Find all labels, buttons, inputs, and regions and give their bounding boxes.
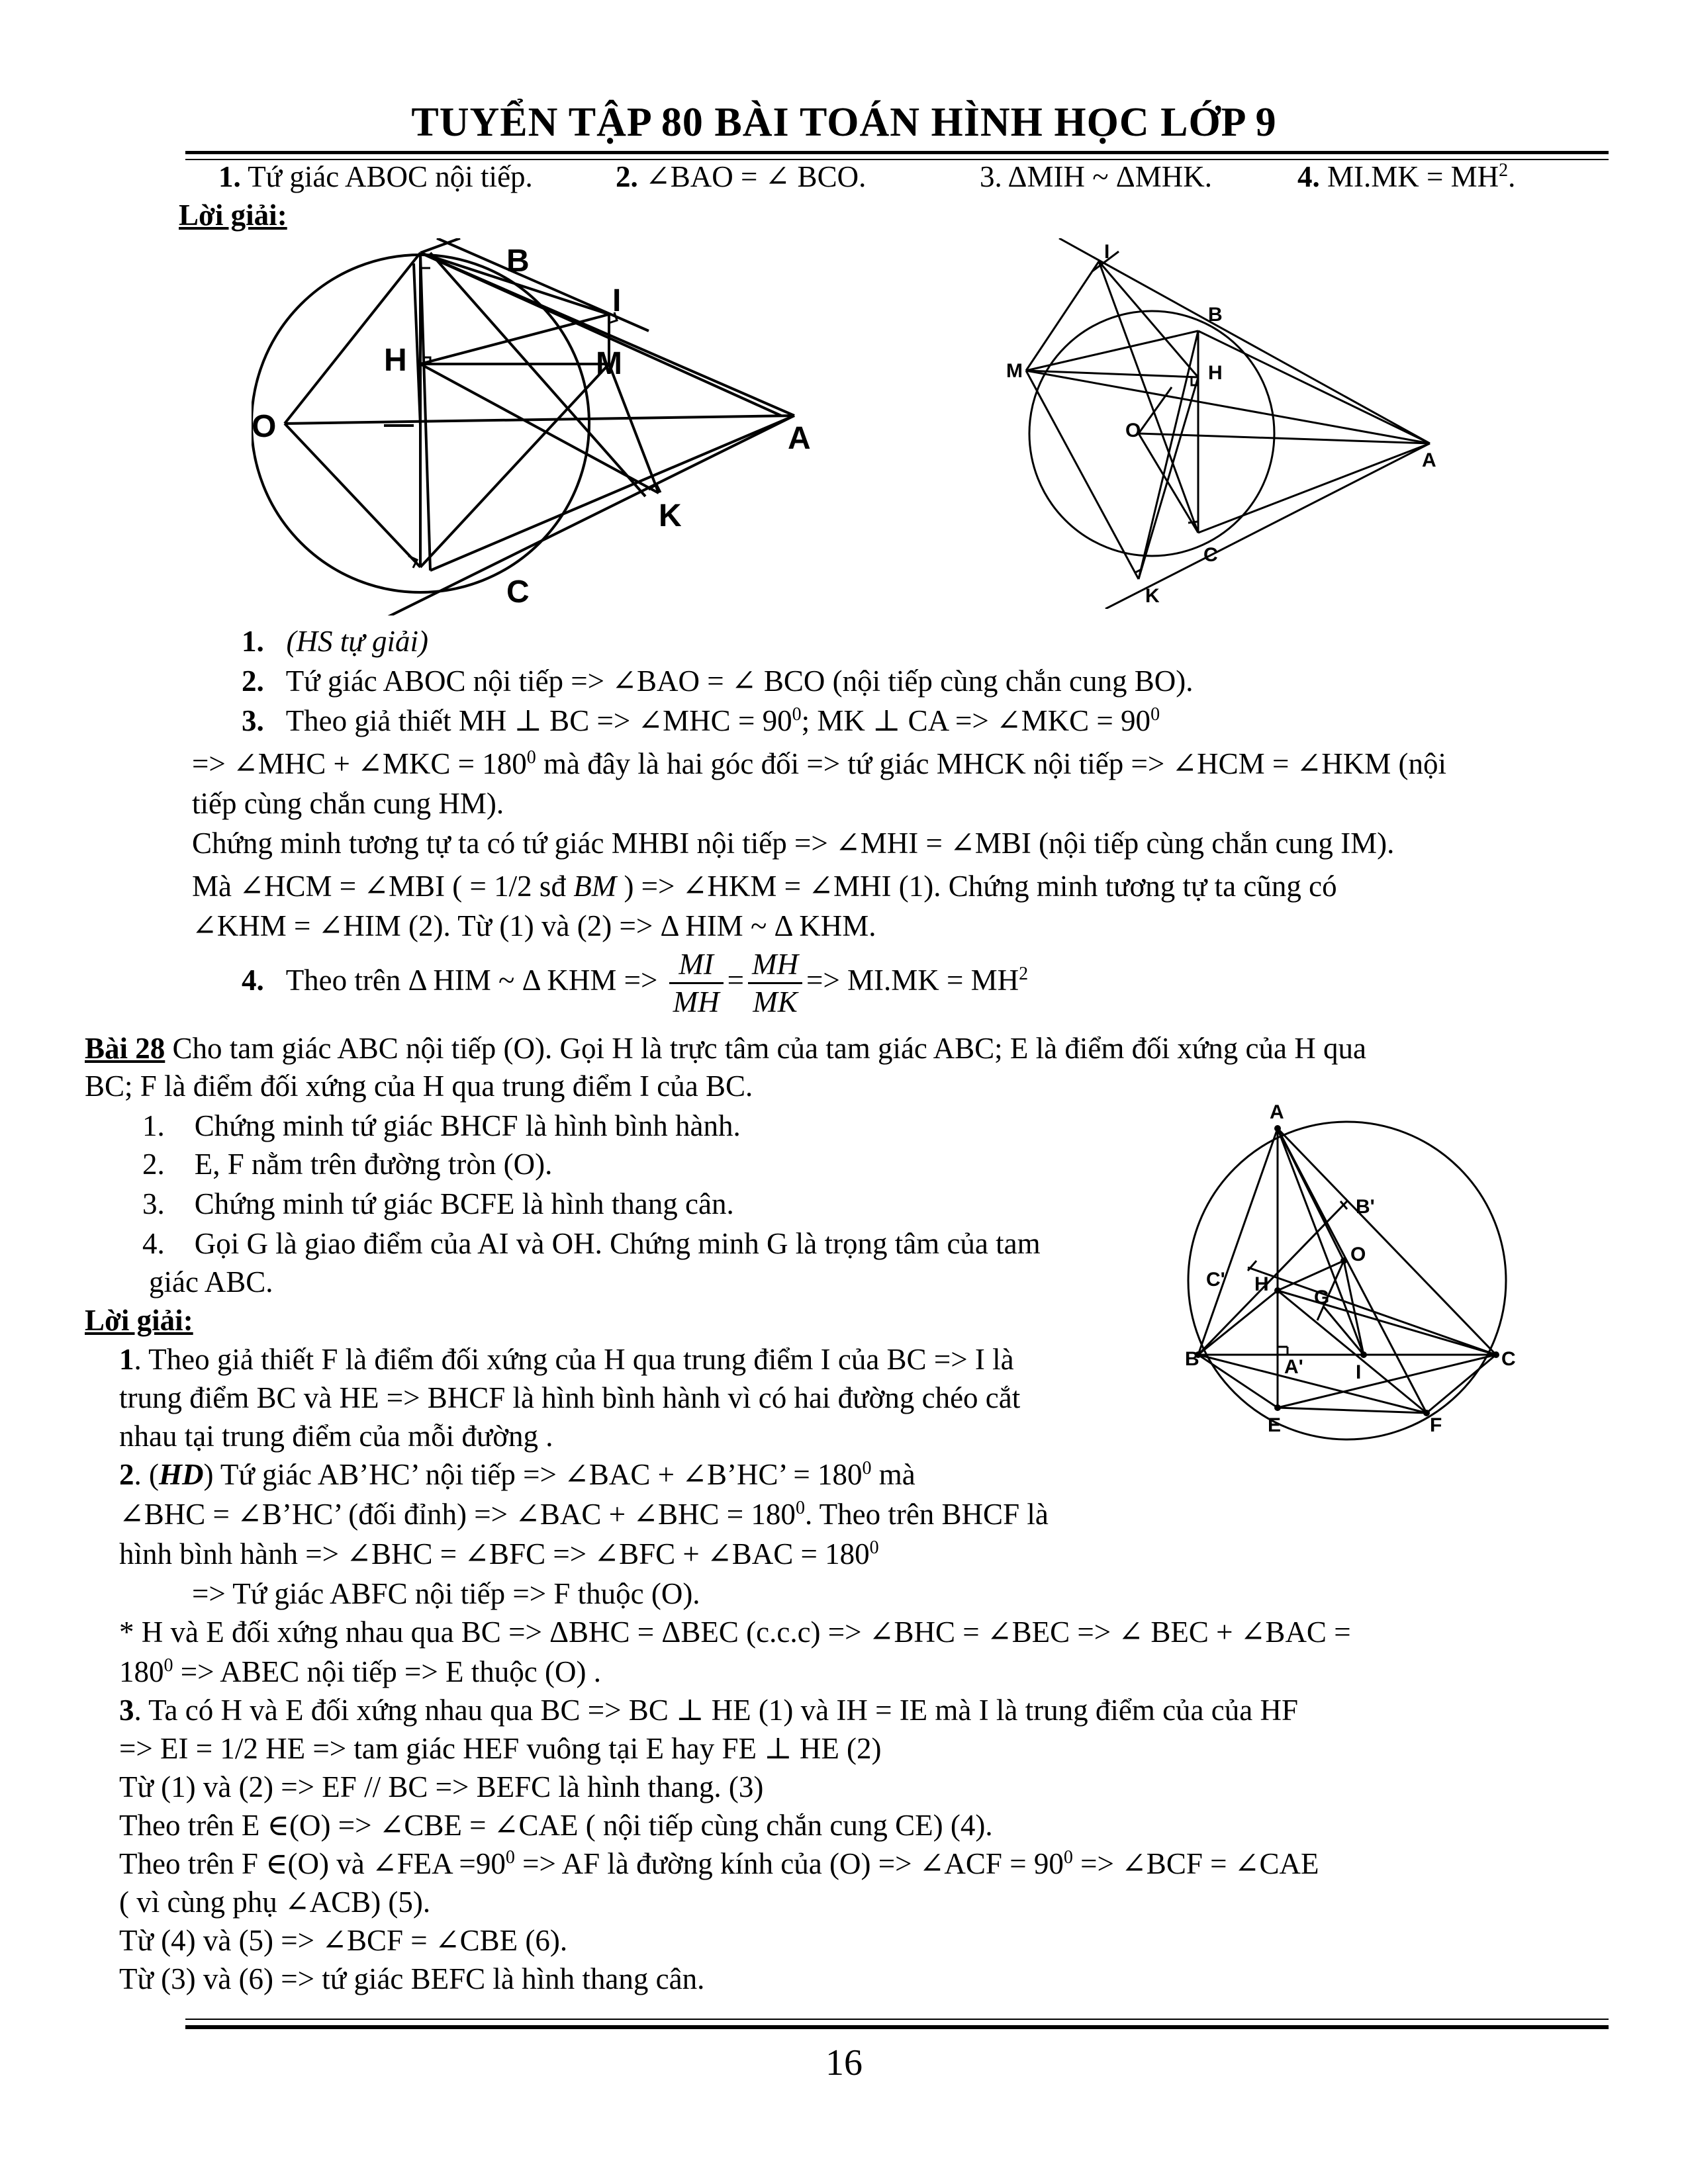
fig3-label-B1: B' <box>1356 1196 1375 1218</box>
problem28-item-2: 2. E, F nằm trên đường tròn (O). <box>142 1148 553 1181</box>
solution27-2: 2. Tứ giác ABOC nội tiếp => ∠BAO = ∠ BCO (nội tiếp cùng chắn cung BO). <box>242 664 1194 698</box>
solution28-1: 1. Theo giả thiết F là điểm đối xứng của H qua trung điểm I của BC => I là <box>119 1343 1014 1376</box>
fig2-label-A: A <box>1422 449 1436 471</box>
problem28-item-1: 1. Chứng minh tứ giác BHCF là hình bình hành. <box>142 1109 741 1142</box>
fig2-label-M: M <box>1006 360 1023 382</box>
solution28-2-line2: ∠BHC = ∠B’HC’ (đối đỉnh) => ∠BAC + ∠BHC = $180^0$. Theo trên BHCF là <box>119 1498 1049 1531</box>
solution28-3-line3: Từ (1) và (2) => EF // BC => BEFC là hình thang. (3) <box>119 1770 764 1803</box>
fig1-label-M: M <box>596 346 622 381</box>
fig2-label-B: B <box>1208 304 1223 326</box>
solution28-3-line7: Từ (4) và (5) => ∠BCF = ∠CBE (6). <box>119 1924 568 1957</box>
solution27-3-line6: ∠KHM = ∠HIM (2). Từ (1) và (2) => Δ HIM ~ Δ KHM. <box>192 909 876 942</box>
solution28-3-line6: ( vì cùng phụ ∠ACB) (5). <box>119 1886 431 1919</box>
problem27-q2: 2. ∠BAO = ∠ BCO. <box>616 160 867 193</box>
problem28-item-3: 3. Chứng minh tứ giác BCFE là hình thang cân. <box>142 1187 734 1220</box>
footer-rule-thin <box>185 2019 1609 2020</box>
solution27-1: 1. (HS tự giải) <box>242 625 429 658</box>
solution28-2-line6: $180^0$ => ABEC nội tiếp => E thuộc (O) . <box>119 1655 601 1688</box>
figure-27-a <box>252 238 834 615</box>
fig3-label-O: O <box>1350 1244 1366 1265</box>
fraction-mi-mh: $\frac{MI}{MH}$ <box>669 946 724 1020</box>
solution28-3-line4: Theo trên E ∈(O) => ∠CBE = ∠CAE ( nội tiếp cùng chắn cung CE) (4). <box>119 1809 993 1842</box>
solution28-3: 3. Ta có H và E đối xứng nhau qua BC => BC ⊥ HE (1) và IH = IE mà I là trung điểm của của HF <box>119 1694 1298 1727</box>
solution28-3-line2: => EI = 1/2 HE => tam giác HEF vuông tại E hay FE ⊥ HE (2) <box>119 1732 882 1765</box>
fig3-label-A: A <box>1270 1102 1284 1123</box>
problem27-q3: 3. ΔMIH ~ ΔMHK. <box>980 160 1213 193</box>
fig3-label-H: H <box>1254 1273 1269 1295</box>
solution28-3-line5: Theo trên F ∈(O) và ∠FEA $=90^0$ => AF là đường kính của (O) => ∠ACF = $90^0$ => ∠BCF = ∠CAE <box>119 1847 1319 1880</box>
fig3-label-C: C <box>1501 1348 1516 1370</box>
problem28-intro-line2: BC; F là điểm đối xứng của H qua trung điểm I của BC. <box>85 1069 753 1103</box>
solution28-1-line2: trung điểm BC và HE => BHCF là hình bình hành vì có hai đường chéo cắt <box>119 1381 1021 1414</box>
fig1-label-A: A <box>788 421 811 456</box>
fig3-label-G: G <box>1314 1287 1330 1308</box>
solution27-3-line5: Mà ∠HCM = ∠MBI ( = 1/2 sđ BM ) => ∠HKM = ∠MHI (1). Chứng minh tương tự ta cũng có <box>192 870 1337 903</box>
fig2-label-I: I <box>1104 241 1110 263</box>
fig1-label-H: H <box>384 343 407 378</box>
fraction-mh-mk: $\frac{MH}{MK}$ <box>748 946 802 1020</box>
figure-28 <box>1185 1102 1529 1446</box>
fig3-label-F: F <box>1430 1414 1442 1436</box>
solution28-3-line8: Từ (3) và (6) => tứ giác BEFC là hình thang cân. <box>119 1962 705 1995</box>
solution28-2-line5: * H và E đối xứng nhau qua BC => ΔBHC = ΔBEC (c.c.c) => ∠BHC = ∠BEC => ∠ BEC + ∠BAC = <box>119 1615 1351 1649</box>
fig2-label-H: H <box>1208 362 1223 384</box>
fig2-label-K: K <box>1145 585 1160 607</box>
fig3-label-A1: A' <box>1284 1356 1303 1378</box>
solution28-1-line3: nhau tại trung điểm của mỗi đường . <box>119 1420 553 1453</box>
solution27-3-line3: tiếp cùng chắn cung HM). <box>192 787 504 820</box>
solution-label-27: Lời giải: <box>179 199 287 232</box>
fig3-label-I: I <box>1356 1361 1362 1383</box>
solution28-2-line4: => Tứ giác ABFC nội tiếp => F thuộc (O). <box>192 1577 700 1610</box>
fig1-label-K: K <box>659 498 682 533</box>
page-number: 16 <box>825 2042 863 2083</box>
figure-27-b <box>1006 238 1483 609</box>
problem28-item-4: 4. Gọi G là giao điểm của AI và OH. Chứng minh G là trọng tâm của tam <box>142 1227 1041 1260</box>
problem28-item-4-cont: giác ABC. <box>149 1265 273 1298</box>
fig3-label-C1: C' <box>1206 1269 1225 1291</box>
problem28-intro: Bài 28 Cho tam giác ABC nội tiếp (O). Gọi H là trực tâm của tam giác ABC; E là điểm đối xứng của H qua <box>85 1032 1366 1065</box>
fig1-label-O: O <box>252 409 277 444</box>
solution-label-28: Lời giải: <box>85 1304 193 1337</box>
fig3-label-E: E <box>1268 1414 1282 1436</box>
fig1-label-B: B <box>506 244 530 279</box>
solution27-3-line2: => ∠MHC + ∠MKC = $180^0$ mà đây là hai góc đối => tứ giác MHCK nội tiếp => ∠HCM = ∠HKM (nội <box>192 747 1447 780</box>
header-rule <box>185 151 1609 154</box>
fig1-label-C: C <box>506 574 530 610</box>
footer-rule <box>185 2025 1609 2029</box>
fig3-label-B: B <box>1185 1348 1199 1370</box>
fig1-label-I: I <box>612 283 622 318</box>
solution27-4: 4. Theo trên Δ HIM ~ Δ KHM => $\frac{MI}{MH}$ = $\frac{MH}{MK}$ => $MI.MK = MH^2$ <box>242 948 1029 1019</box>
fig2-label-O: O <box>1125 420 1141 441</box>
problem27-questions: 1. Tứ giác ABOC nội tiếp. <box>218 160 533 193</box>
solution28-2-line3: hình bình hành => ∠BHC = ∠BFC => ∠BFC + ∠BAC = $180^0$ <box>119 1537 879 1570</box>
solution27-3-line4: Chứng minh tương tự ta có tứ giác MHBI nội tiếp => ∠MHI = ∠MBI (nội tiếp cùng chắn cung IM). <box>192 827 1395 860</box>
solution27-3: 3. Theo giả thiết MH ⊥ BC => ∠MHC = $90^0$; MK ⊥ CA => ∠MKC = $90^0$ <box>242 704 1160 737</box>
problem27-q4: 4. $MI.MK = MH^2$. <box>1297 160 1516 193</box>
fig2-label-C: C <box>1203 544 1218 566</box>
solution28-2: 2. (HD) Tứ giác AB’HC’ nội tiếp => ∠BAC + ∠B’HC’ = $180^0$ mà <box>119 1458 915 1491</box>
page-title: TUYỂN TẬP 80 BÀI TOÁN HÌNH HỌC LỚP 9 <box>411 100 1277 145</box>
